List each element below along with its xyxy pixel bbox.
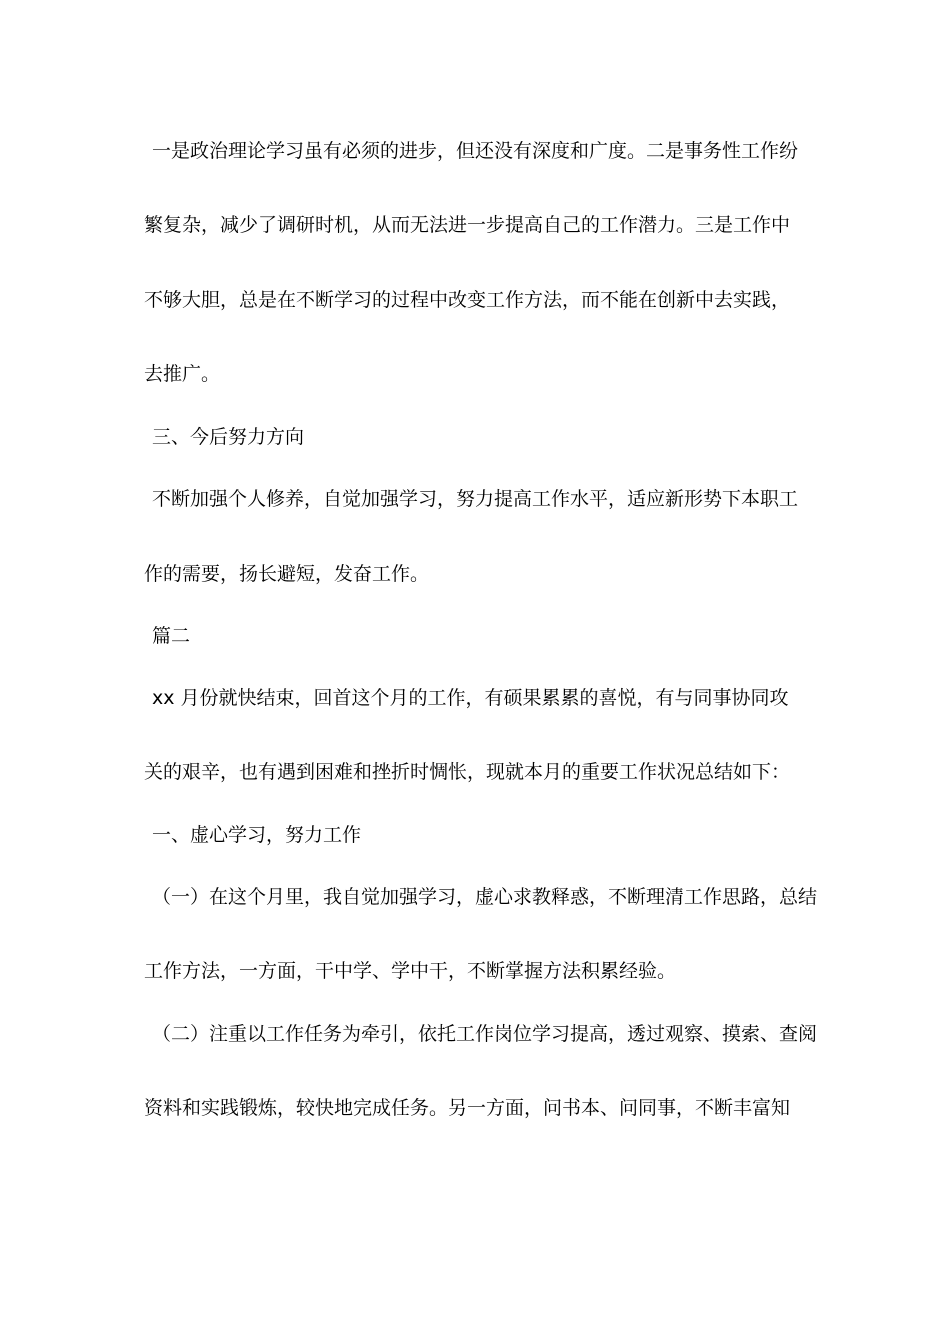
paragraph-line: 繁复杂，减少了调研时机，从而无法进一步提高自己的工作潜力。三是工作中 bbox=[144, 214, 791, 236]
paragraph-line: （一）在这个月里，我自觉加强学习，虚心求教释惑，不断理清工作思路，总结 bbox=[152, 886, 818, 908]
paragraph-line: 作的需要，扬长避短，发奋工作。 bbox=[144, 563, 430, 585]
paragraph-line: （二）注重以工作任务为牵引，依托工作岗位学习提高，透过观察、摸索、查阅 bbox=[152, 1023, 818, 1045]
section-heading: 三、今后努力方向 bbox=[152, 426, 305, 448]
section-heading: 一、虚心学习，努力工作 bbox=[152, 824, 362, 846]
paragraph-line: xx 月份就快结束，回首这个月的工作，有硕果累累的喜悦，有与同事协同攻 bbox=[152, 687, 789, 709]
paragraph-line: 不断加强个人修养，自觉加强学习，努力提高工作水平，适应新形势下本职工 bbox=[152, 488, 799, 510]
paragraph-line: 关的艰辛，也有遇到困难和挫折时惆怅，现就本月的重要工作状况总结如下： bbox=[144, 761, 791, 783]
paragraph-line: 不够大胆，总是在不断学习的过程中改变工作方法，而不能在创新中去实践， bbox=[144, 289, 791, 311]
paragraph-line: 资料和实践锻炼，较快地完成任务。另一方面，问书本、问同事，不断丰富知 bbox=[144, 1097, 791, 1119]
paragraph-line: 去推广。 bbox=[144, 363, 221, 385]
paragraph-line: 工作方法，一方面，干中学、学中干，不断掌握方法积累经验。 bbox=[144, 960, 677, 982]
section-heading: 篇二 bbox=[152, 625, 191, 647]
paragraph-line: 一是政治理论学习虽有必须的进步，但还没有深度和广度。二是事务性工作纷 bbox=[152, 140, 799, 162]
